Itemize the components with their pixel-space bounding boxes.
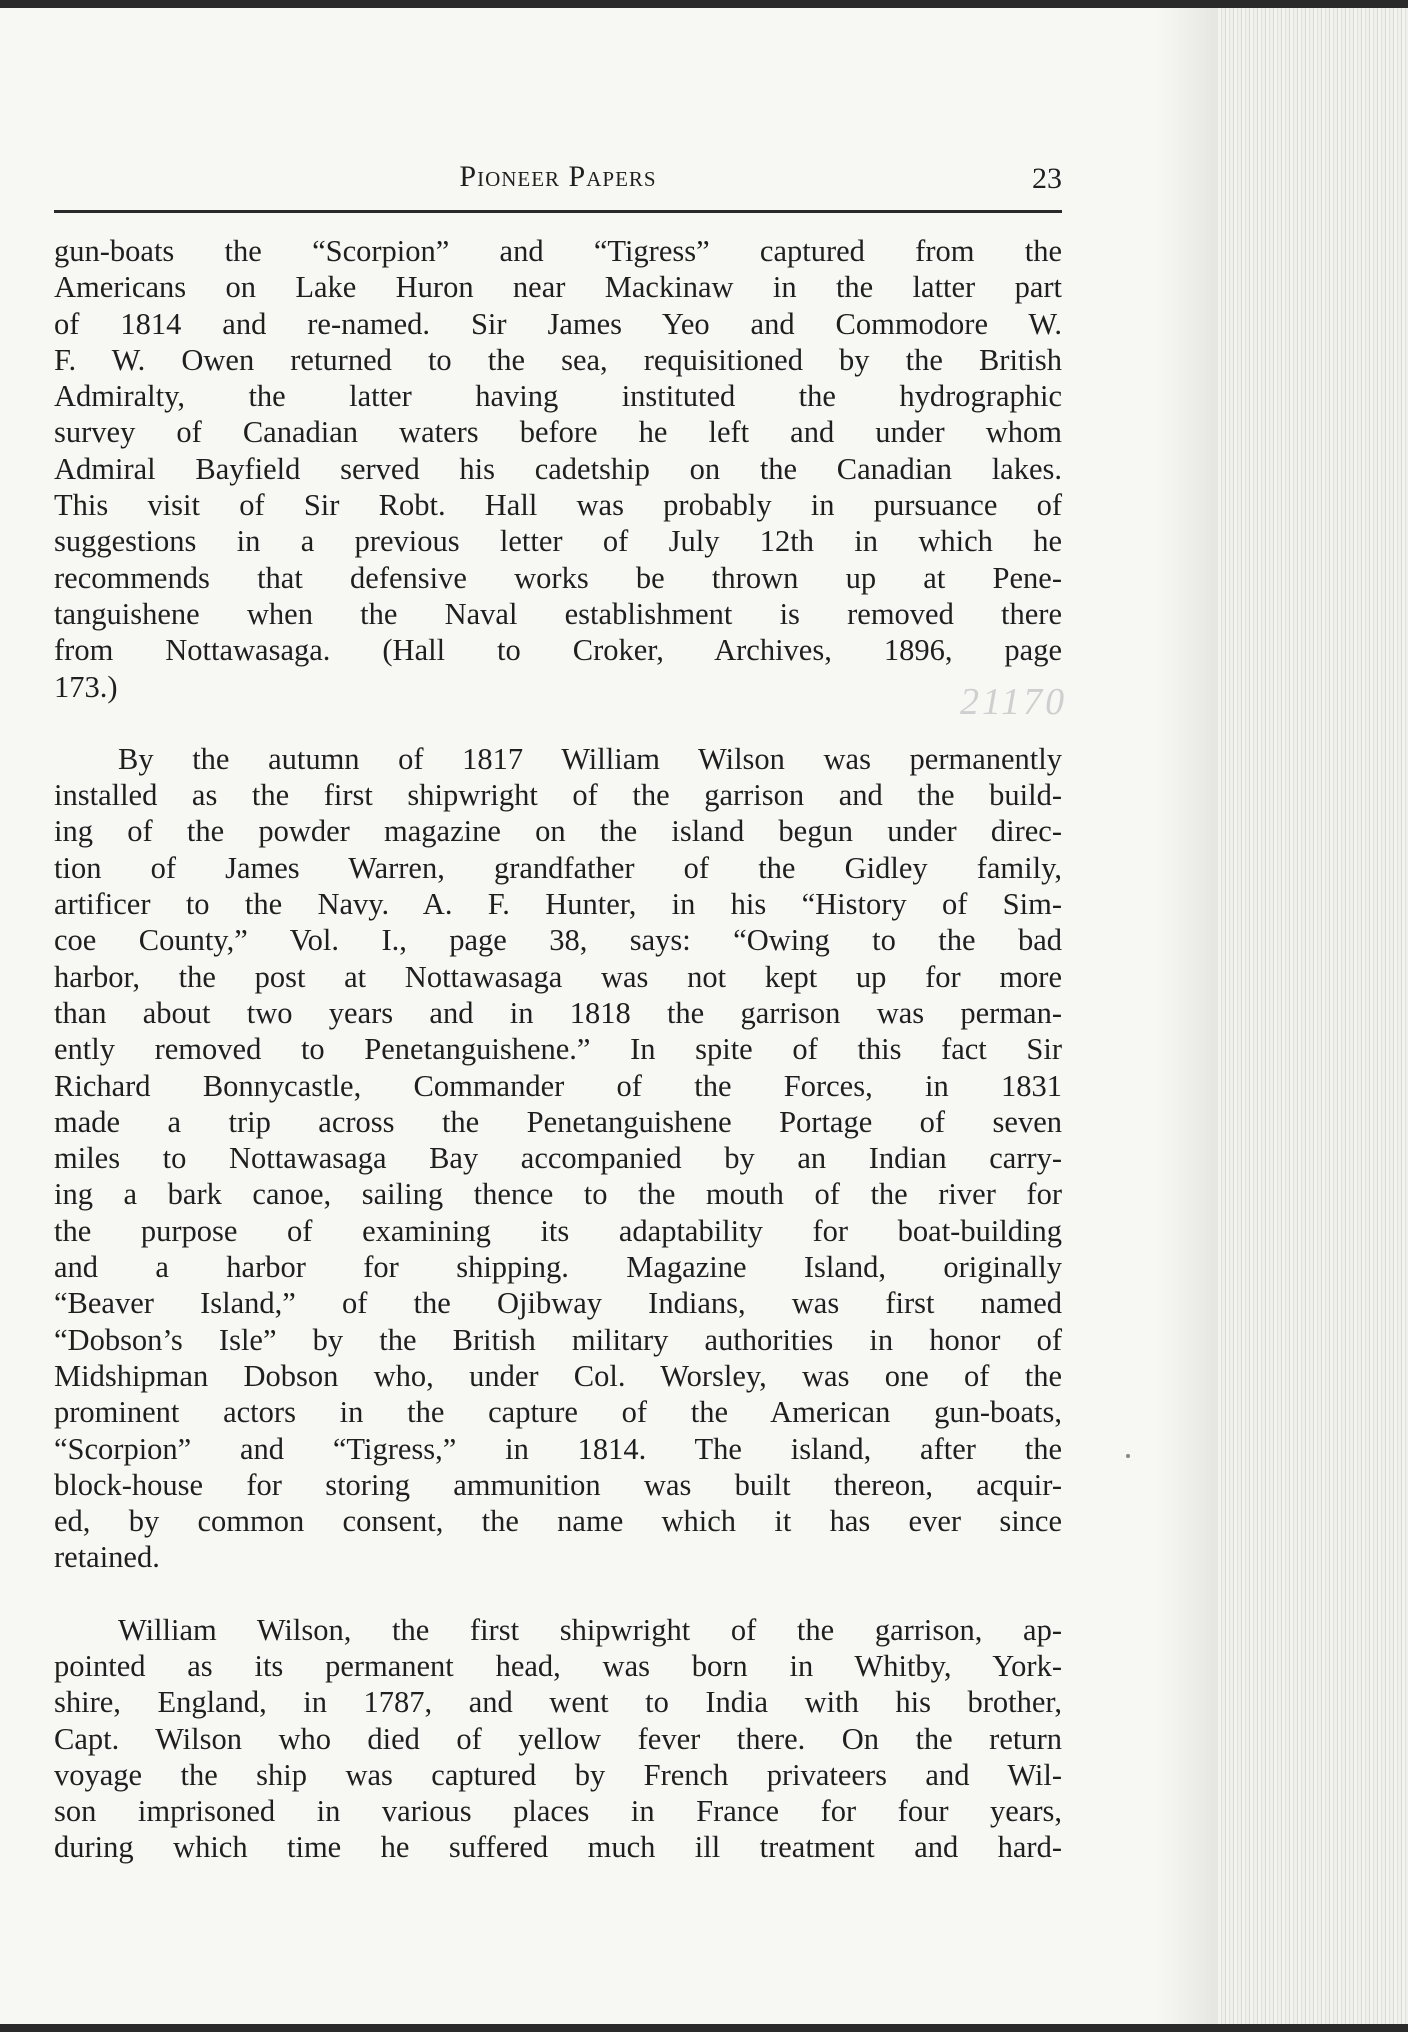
text-line: from Nottawasaga. (Hall to Croker, Archives, 1896, page (54, 633, 1062, 668)
speck-mark (1126, 1454, 1130, 1458)
text-line: installed as the first shipwright of the garrison and the build- (54, 778, 1062, 813)
page-edge-shadow (1158, 8, 1218, 2024)
text-line: survey of Canadian waters before he left and under whom (54, 415, 1062, 450)
text-line: of 1814 and re-named. Sir James Yeo and Commodore W. (54, 306, 1062, 341)
text-line: pointed as its permanent head, was born in Whitby, York- (54, 1648, 1062, 1683)
text-line: F. W. Owen returned to the sea, requisitioned by the British (54, 342, 1062, 377)
text-line: coe County,” Vol. I., page 38, says: “Owing to the bad (54, 923, 1062, 958)
running-head (54, 148, 1062, 213)
running-title: Pioneer Papers (459, 160, 657, 193)
text-line: “Beaver Island,” of the Ojibway Indians, was first named (54, 1286, 1062, 1321)
text-line: voyage the ship was captured by French privateers and Wil- (54, 1757, 1062, 1792)
text-line: William Wilson, the first shipwright of the garrison, ap- (118, 1612, 1062, 1647)
text-line: “Scorpion” and “Tigress,” in 1814. The island, after the (54, 1431, 1062, 1466)
paragraph-3 (54, 1612, 1062, 1866)
text-line: Capt. Wilson who died of yellow fever there. On the return (54, 1721, 1062, 1756)
paragraph-2 (54, 741, 1062, 1576)
text-line: Americans on Lake Huron near Mackinaw in the latter part (54, 270, 1062, 305)
text-line: ed, by common consent, the name which it has ever since (54, 1504, 1062, 1539)
text-line: artificer to the Navy. A. F. Hunter, in his “History of Sim- (54, 887, 1062, 922)
text-line: retained. (54, 1540, 160, 1575)
text-line: Admiralty, the latter having instituted the hydrographic (54, 379, 1062, 414)
text-line: during which time he suffered much ill treatment and hard- (54, 1830, 1062, 1865)
text-line: By the autumn of 1817 William Wilson was permanently (118, 741, 1062, 776)
text-line: made a trip across the Penetanguishene Portage of seven (54, 1104, 1062, 1139)
text-line: than about two years and in 1818 the garrison was perman- (54, 995, 1062, 1030)
text-line: gun-boats the “Scorpion” and “Tigress” captured from the (54, 234, 1062, 268)
text-line: ing of the powder magazine on the island begun under direc- (54, 814, 1062, 849)
book-page (0, 8, 1408, 2024)
text-line: block-house for storing ammunition was built thereon, acquir- (54, 1467, 1062, 1502)
text-line: tanguishene when the Naval establishment is removed there (54, 596, 1062, 631)
text-line: prominent actors in the capture of the American gun-boats, (54, 1395, 1062, 1430)
text-line: ing a bark canoe, sailing thence to the mouth of the river for (54, 1177, 1062, 1212)
text-line: ently removed to Penetanguishene.” In spite of this fact Sir (54, 1032, 1062, 1067)
text-line: harbor, the post at Nottawasaga was not kept up for more (54, 959, 1062, 994)
text-line: Admiral Bayfield served his cadetship on the Canadian lakes. (54, 451, 1062, 486)
text-line: 173.) (54, 669, 118, 704)
text-line: This visit of Sir Robt. Hall was probably in pursuance of (54, 488, 1062, 523)
page-stack-edges (1218, 8, 1408, 2024)
text-line: recommends that defensive works be thrown up at Pene- (54, 560, 1062, 595)
text-line: Richard Bonnycastle, Commander of the Forces, in 1831 (54, 1068, 1062, 1103)
page-number: 23 (1032, 162, 1062, 195)
text-line: and a harbor for shipping. Magazine Island, originally (54, 1250, 1062, 1285)
text-line: “Dobson’s Isle” by the British military authorities in honor of (54, 1322, 1062, 1357)
text-line: son imprisoned in various places in France for four years, (54, 1794, 1062, 1829)
faint-pencil-note: 21170 (960, 681, 1068, 723)
text-line: suggestions in a previous letter of July 12th in which he (54, 524, 1062, 559)
text-line: shire, England, in 1787, and went to India with his brother, (54, 1685, 1062, 1720)
text-line: tion of James Warren, grandfather of the Gidley family, (54, 850, 1062, 885)
text-line: miles to Nottawasaga Bay accompanied by an Indian carry- (54, 1141, 1062, 1176)
text-line: Midshipman Dobson who, under Col. Worsley, was one of the (54, 1358, 1062, 1393)
text-line: the purpose of examining its adaptability for boat-building (54, 1213, 1062, 1248)
text-block (54, 148, 1062, 1866)
paragraph-1 (54, 233, 1062, 705)
